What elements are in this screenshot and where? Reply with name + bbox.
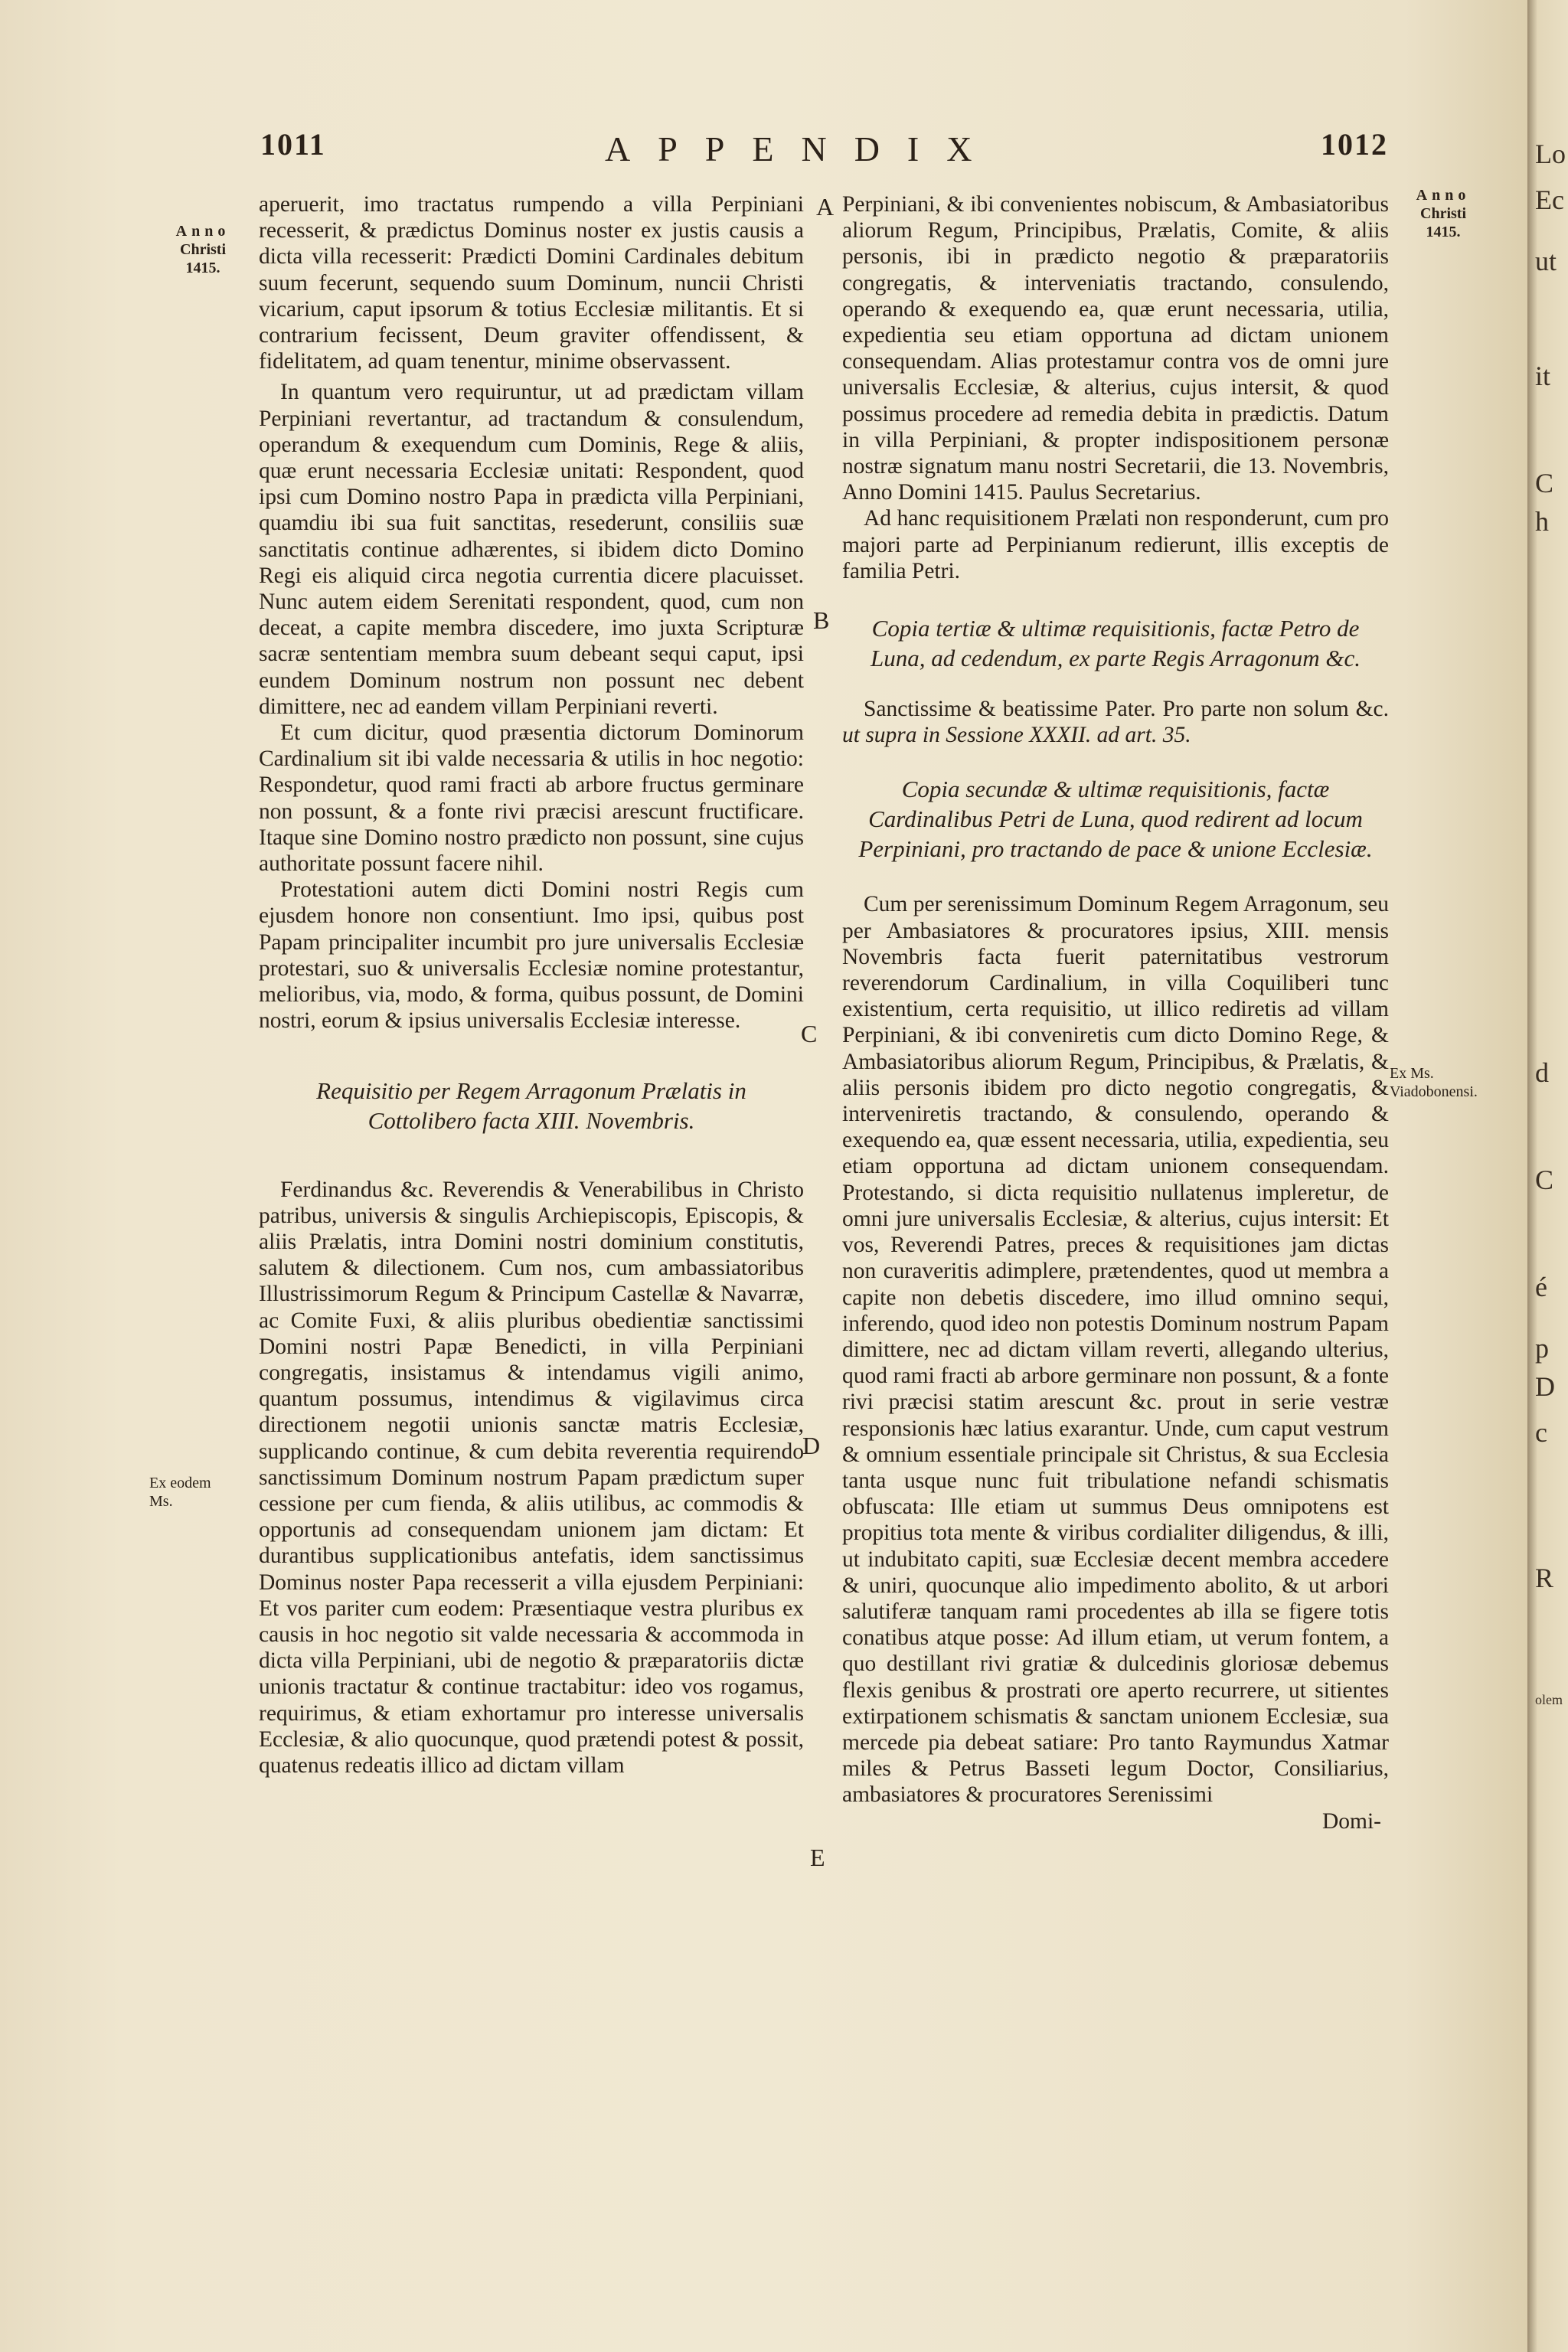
margin-year: 1415. (185, 260, 220, 276)
catchword: Domi- (1321, 1808, 1381, 1834)
margin-year: 1415. (1426, 224, 1461, 240)
edge-text: p (1535, 1333, 1549, 1364)
edge-text: C (1535, 1165, 1554, 1195)
paragraph: Ferdinandus &c. Reverendis & Venerabilibus in Christo patribus, universis & singulis Archiepiscopis, Episcopis, & aliis Prælatis, intra Domini nostri dominium constitutis, salutem & dilectionem. Cum nos, cum ambassiatoribus Illustrissimorum Regum & Principum Castellæ & Navarræ, ac Comite Fuxi, & aliis pluribus obedientiæ sanctissimi Domini nostri Papæ Benedicti, in villa Perpiniani congregatis, insistamus & intendamus vigili animo, quantum possumus, intendimus & vigilavimus circa directionem negotii unionis sanctæ matris Ecclesiæ, supplicando continue, & cum debita reverentia requirendo sanctissimum Dominum nostrum Papam prædictum super cessione per cum fienda, & aliis utilibus, ac commodis & opportunis ad consequendam unionem jam dictam: Et durantibus supplicationibus antefatis, idem sanctissimus Dominus noster Papa recesserit a villa ejusdem Perpiniani: Et vos pariter cum eodem: Præsentiaque vestra pluribus ex causis in hoc negotio sit valde necessaria & accommoda in dicta villa Perpiniani, ubi de negotio & præparatoriis dictæ unionis tractatur & continue tractabitur: ideo vos rogamus, requirimus, & etiam exhortamur pro interesse universalis Ecclesiæ, & alio quocunque, quod prætendi potest & possit, quatenus redeatis illico ad dictam villam (259, 1177, 804, 1778)
paragraph: Protestationi autem dicti Domini nostri Regis cum ejusdem honore non consentiunt. Imo ipsi, quibus post Papam principaliter incumbit pro jure universalis Ecclesiæ protestari, suo & universalis Ecclesiæ nomine protestantur, melioribus, via, modo, & forma, quibus possunt, de Domini nostri, eorum & ipsius universalis Ecclesiæ interesse. (259, 877, 804, 1034)
page-number-right: 1012 (1321, 127, 1388, 162)
edge-text: it (1535, 361, 1551, 391)
next-page-edge (1527, 0, 1568, 2352)
section-heading: Requisitio per Regem Arragonum Prælatis in Cottolibero facta XIII. Novembris. (316, 1076, 746, 1134)
edge-text: D (1535, 1371, 1555, 1402)
edge-text: é (1535, 1272, 1547, 1302)
paragraph (842, 696, 1389, 748)
paragraph: Ad hanc requisitionem Prælati non responderunt, cum pro majori parte ad Perpinianum redierunt, illis exceptis de familia Petri. (842, 506, 1389, 583)
margin-note-year-right (1393, 186, 1493, 241)
margin-christi: Christi (180, 241, 226, 258)
edge-text: C (1535, 468, 1554, 498)
left-column (259, 191, 804, 1779)
edge-text: h (1535, 506, 1549, 537)
cross-reference: ut supra in Sessione XXXII. ad art. 35. (842, 723, 1191, 748)
edge-text: R (1535, 1563, 1554, 1593)
page-title: APPENDIX (605, 129, 1000, 168)
paragraph: Perpiniani, & ibi convenientes nobiscum, & Ambasiatoribus aliorum Regum, Principibus, Prælatis, Comite, & aliis personis, ibi in prædicto negotio & præparatoriis congregatis, & interveniatis tractando, consulendo, operando & exequendo ea, quæ erunt necessaria, utilia, expedientia seu etiam opportuna ad dictam unionem consequendam. Alias protestamur contra vos de omni jure universalis Ecclesiæ, & alterius, cujus intersit, & quod possimus procedere ad remedia debita in prædictis. Datum in villa Perpiniani, & propter indispositionem personæ nostræ signatum manu nostri Secretarii, die 13. Novembris, Anno Domini 1415. Paulus Secretarius. (842, 192, 1389, 505)
paragraph: aperuerit, imo tractatus rumpendo a villa Perpiniani recesserit, & prædictus Dominus noster ex justis causis a dicta villa recesserit: Prædicti Domini Cardinales debitum suum fecerunt, sequendo suum Dominum, nuncii Christi vicarium, caput ipsorum & totius Ecclesiæ militantis. Et si contrarium fecissent, Deum graviter offendissent, & fidelitatem, ad quam tenentur, minime observassent. (259, 192, 804, 374)
section-heading: Copia tertiæ & ultimæ requisitionis, factæ Petro de Luna, ad cedendum, ex parte Regis Arragonum &c. (871, 615, 1361, 672)
page-number-left: 1011 (260, 127, 326, 162)
column-mark-b: B (813, 606, 830, 634)
paragraph: Et cum dicitur, quod præsentia dictorum Dominorum Cardinalium sit ibi valde necessaria & utilis in hoc negotio: Respondetur, quod rami fracti ab arbore fructus germinare non possunt, & a fonte rivi præcisi arescunt fructificare. Itaque sine Domino nostro prædicto non possunt, sine cujus authoritate possunt facere nihil. (259, 720, 804, 877)
column-mark-c: C (801, 1020, 818, 1047)
column-mark-a: A (816, 193, 835, 220)
edge-text: Lo (1535, 139, 1566, 169)
margin-note-source-right: Ex Ms. Viadobonensi. (1390, 1065, 1478, 1100)
paragraph: In quantum vero requiruntur, ut ad prædictam villam Perpiniani revertantur, ad tractandum & consulendum, operandum & exequendum cum Dominis, Rege & aliis, quæ erunt necessaria Ecclesiæ unitati: Respondent, quod ipsi cum Domino nostro Papa in prædicta villa Perpiniani, quamdiu ibi sua fuit sanctitas, resederunt, consiliis suæ sanctitatis continue adhærentes, si ibidem dicto Domino Regi eis aliquid circa negotia currentia dicere placuisset. Nunc autem eidem Serenitati respondent, quod, cum non deceat, a capite membra discedere, imo juxta Scripturæ sacræ sententiam membra suum debeant sequi caput, ipsi eundem Dominum nostrum non possunt nec debent dimittere, nec ad eandem villam Perpiniani reverti. (259, 380, 804, 719)
edge-text: ut (1535, 246, 1557, 276)
margin-note-source-left: Ex eodem Ms. (149, 1475, 211, 1510)
right-column (842, 191, 1389, 1834)
edge-text: c (1535, 1417, 1547, 1448)
edge-text: olem (1535, 1692, 1563, 1707)
paragraph-text: Sanctissime & beatissime Pater. Pro parte non solum &c. (864, 697, 1389, 722)
margin-note-year-left (157, 222, 249, 277)
margin-anno: Anno (175, 223, 230, 240)
column-mark-e: E (810, 1844, 825, 1871)
column-mark-d: D (802, 1432, 821, 1459)
paragraph: Cum per serenissimum Dominum Regem Arragonum, seu per Ambasiatores & procuratores ipsius, XIII. mensis Novembris facta fuerit paternitatibus vestrorum reverendorum Cardinalium, in villa Coquiliberi tunc existentium, certa requisitio, ut illico rediretis ad villam Perpiniani, & ibi conveniretis cum dicto Domino Rege, & Ambasiatoribus aliorum Regum, Principibus, & Prælatis, & aliis personis ibidem pro dicto negotio congregatis, & interveniretis tractando, & consulendo, operando & exequendo ea, quæ essent necessaria, utilia, expedientia, seu etiam opportuna ad dictam unionem consequendam. Protestando, si dicta requisitio nullatenus impleretur, de omni jure universalis Ecclesiæ, & alterius, cujus intersit: Et vos, Reverendi Patres, preces & requisitiones jam dictas non curaveritis adimplere, prætendentes, quod ut membra a capite non debetis discedere, imo illud omnino sequi, inferendo, quod ideo non potestis Dominum nostrum Papam dimittere, nec ad dictam villam reverti, allegando ulterius, quod rami fracti ab arbore germinare non possunt, & a fonte rivi præcisi statim arescunt &c. prout in serie vestræ responsionis hæc latius exarantur. Unde, cum caput vestrum & omnium essentiale principale sit Christus, & sua Ecclesia tanta usque nunc fuit tribulatione nefandi schismatis obfuscata: Ille etiam ut summus Deus omnipotens est propitius tota mente & viribus cordialiter diligendus, & illi, ut indubitato capiti, suæ Ecclesiæ decent membra accedere & uniri, quocunque alio impedimento abolito, & ut arbori salutiferæ tanquam rami procedentes ab illa se figere totis conatibus atque posse: Ad illum etiam, ut verum fontem, a quo destillant rivi gratiæ & dulcedinis gloriosæ debemus flexis genibus & prostrati ore aperto recurrere, ut sitientes extirpationem schismatis & sanctam unionem Ecclesiæ, sua mercede pia debeat satiare: Pro tanto Raymundus Xatmar miles & Petrus Basseti legum Doctor, Consiliarius, ambasiatores & procuratores Serenissimi (842, 892, 1389, 1808)
edge-text: Ec (1535, 185, 1564, 215)
section-heading: Copia secundæ & ultimæ requisitionis, factæ Cardinalibus Petri de Luna, quod redirent ad locum Perpiniani, pro tractando de pace & unione Ecclesiæ. (858, 776, 1373, 863)
margin-anno: Anno (1416, 187, 1471, 204)
margin-christi: Christi (1420, 205, 1466, 222)
edge-text: d (1535, 1057, 1549, 1088)
